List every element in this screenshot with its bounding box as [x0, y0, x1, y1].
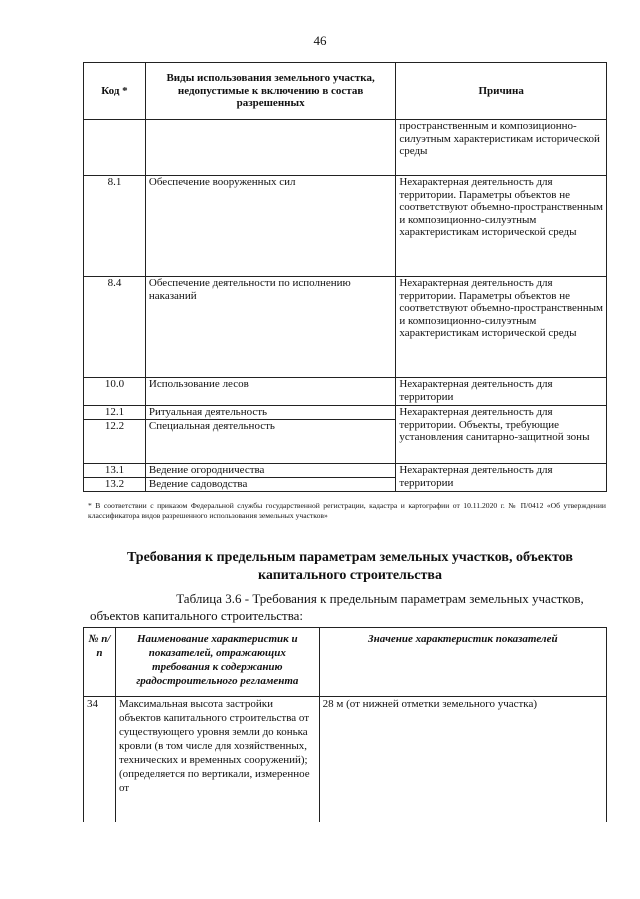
section-title: Требования к предельным параметрам земельных участков, объектов капитального строительства: [127, 550, 573, 583]
header-name: Наименование характеристик и показателей, отражающих требования к содержанию градостроительного регламента: [115, 628, 319, 697]
code-cell: 12.1: [84, 406, 146, 420]
use-cell: Использование лесов: [145, 378, 395, 406]
code-cell: 8.4: [84, 277, 146, 378]
code-cell: [84, 120, 146, 176]
table-header-row: [84, 63, 607, 120]
table-caption-line1: Таблица 3.6 - Требования к предельным параметрам земельных участков,: [176, 591, 584, 606]
num-cell: 34: [84, 697, 116, 822]
reason-cell: пространственным и композиционно-силуэтным характеристикам исторической среды: [396, 120, 607, 176]
table-row: [84, 277, 607, 378]
table-row: [84, 120, 607, 176]
table-header-row: [84, 628, 607, 697]
footnote: * В соответствии с приказом Федеральной службы государственной регистрации, кадастра и картографии от 10.11.2020 г. № П/0412 «Об утверждении классификатора видов разрешенного использования земельных участков»: [88, 501, 606, 520]
header-code: Код *: [84, 63, 146, 120]
use-cell: Ведение садоводства: [145, 478, 395, 492]
code-cell: 8.1: [84, 176, 146, 277]
code-cell: 13.2: [84, 478, 146, 492]
use-cell: Специальная деятельность: [145, 420, 395, 464]
table-row: [84, 176, 607, 277]
table-row: [84, 406, 607, 420]
header-uses: Виды использования земельного участка, недопустимые к включению в состав разрешенных: [145, 63, 395, 120]
table-row: [84, 697, 607, 822]
table-row: [84, 378, 607, 406]
code-cell: 10.0: [84, 378, 146, 406]
reason-cell: Нехарактерная деятельность для территории: [396, 378, 607, 406]
use-cell: [145, 120, 395, 176]
reason-cell: Нехарактерная деятельность для территории: [396, 464, 607, 492]
use-cell: Ритуальная деятельность: [145, 406, 395, 420]
use-cell: Обеспечение вооруженных сил: [145, 176, 395, 277]
parameters-table: [83, 627, 607, 822]
header-reason: Причина: [396, 63, 607, 120]
name-cell: Максимальная высота застройки объектов капитального строительства от существующего уровня земли до конька кровли (в том числе для хозяйственных, технических и временных сооружений); (определяется по вертикали, измеренное от: [115, 697, 319, 822]
table-row: [84, 464, 607, 478]
reason-cell: Нехарактерная деятельность для территории. Объекты, требующие установления санитарно-защитной зоны: [396, 406, 607, 464]
table-caption: [90, 590, 610, 624]
use-cell: Ведение огородничества: [145, 464, 395, 478]
header-value: Значение характеристик показателей: [319, 628, 606, 697]
table-caption-line2: объектов капитального строительства:: [90, 608, 304, 623]
header-num: № п/п: [84, 628, 116, 697]
page-number: 46: [313, 33, 327, 48]
value-cell: 28 м (от нижней отметки земельного участка): [319, 697, 606, 822]
prohibited-uses-table: [83, 62, 607, 492]
code-cell: 13.1: [84, 464, 146, 478]
reason-cell: Нехарактерная деятельность для территории. Параметры объектов не соответствуют объемно-пространственным и композиционно-силуэтным характеристикам исторической среды: [396, 277, 607, 378]
code-cell: 12.2: [84, 420, 146, 464]
reason-cell: Нехарактерная деятельность для территории. Параметры объектов не соответствуют объемно-пространственным и композиционно-силуэтным характеристикам исторической среды: [396, 176, 607, 277]
use-cell: Обеспечение деятельности по исполнению наказаний: [145, 277, 395, 378]
